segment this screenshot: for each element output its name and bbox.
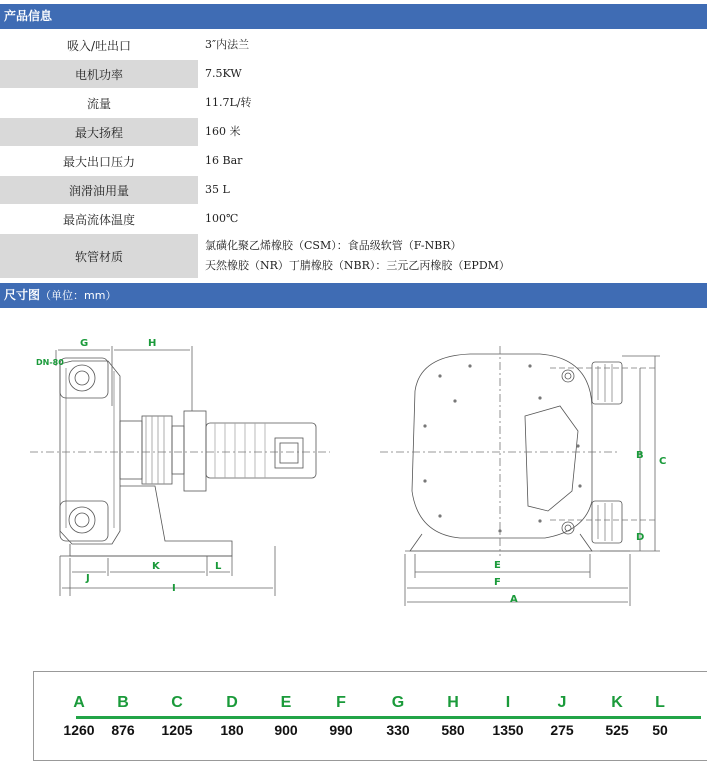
spec-value: 氯磺化聚乙烯橡胶（CSM）：食品级软管（F-NBR） 天然橡胶（NR）丁腈橡胶（NBR）：三元乙丙橡胶（EPDM） xyxy=(205,239,510,272)
dimension-letter: H xyxy=(447,694,459,711)
spec-row xyxy=(0,31,707,60)
spec-value: 100℃ xyxy=(205,212,239,225)
spec-value: 35 L xyxy=(205,183,230,196)
dn-label: DN-80 xyxy=(36,358,64,367)
spec-label: 吸入/吐出口 xyxy=(66,38,132,53)
dimension-title: 尺寸图 xyxy=(4,288,41,302)
dimension-value: 1205 xyxy=(161,722,193,738)
svg-text:B: B xyxy=(636,450,644,461)
dimension-letter: J xyxy=(557,694,567,711)
dimension-letter: E xyxy=(280,694,292,711)
spec-label: 最大出口压力 xyxy=(62,154,135,169)
dimension-letter: I xyxy=(505,694,511,711)
svg-text:F: F xyxy=(494,577,501,588)
spec-row xyxy=(0,118,707,147)
dimension-value: 525 xyxy=(605,722,629,738)
svg-text:E: E xyxy=(494,560,501,571)
dimension-letter: L xyxy=(655,694,665,711)
dimension-letter: G xyxy=(391,694,405,711)
spec-row xyxy=(0,89,707,118)
product-info-title: 产品信息 xyxy=(4,9,53,23)
dimension-value: 1350 xyxy=(492,722,524,738)
svg-text:C: C xyxy=(659,456,667,467)
pump-dimension-drawing xyxy=(0,306,707,656)
dimension-value: 180 xyxy=(220,722,244,738)
dimension-value: 900 xyxy=(274,722,298,738)
dimension-letter: C xyxy=(171,694,183,711)
svg-text:L: L xyxy=(215,561,222,572)
dimension-table xyxy=(33,671,707,761)
spec-row xyxy=(0,147,707,176)
svg-text:I: I xyxy=(172,583,176,594)
spec-row xyxy=(0,176,707,205)
dimension-letter: B xyxy=(117,694,129,711)
spec-value: 11.7L/转 xyxy=(205,96,252,109)
spec-value: 16 Bar xyxy=(205,154,243,167)
spec-label: 润滑油用量 xyxy=(0,176,198,204)
dimension-value: 50 xyxy=(652,722,668,738)
dimension-letter: A xyxy=(73,694,85,711)
svg-text:J: J xyxy=(86,573,90,584)
spec-label: 最大扬程 xyxy=(0,118,198,146)
spec-table xyxy=(0,31,707,279)
spec-value: 3″内法兰 xyxy=(205,38,250,51)
svg-text:A: A xyxy=(510,594,518,605)
svg-text:D: D xyxy=(636,532,645,543)
spec-label: 最高流体温度 xyxy=(62,212,135,227)
dimension-letter: K xyxy=(611,694,623,711)
svg-text:K: K xyxy=(152,561,160,572)
dimension-letter: D xyxy=(226,694,238,711)
dimension-value: 275 xyxy=(550,722,574,738)
dimension-header xyxy=(0,283,707,308)
spec-label: 流量 xyxy=(86,96,111,111)
dimension-value: 580 xyxy=(441,722,465,738)
spec-label: 软管材质 xyxy=(0,234,198,278)
dimension-letter: F xyxy=(336,694,346,711)
spec-value: 7.5KW xyxy=(205,67,242,80)
dimension-value: 330 xyxy=(386,722,410,738)
spec-value: 160 米 xyxy=(205,125,241,138)
dimension-value: 1260 xyxy=(63,722,95,738)
dimension-unit-note: （单位：mm） xyxy=(40,289,117,302)
svg-text:G: G xyxy=(80,338,89,349)
svg-text:H: H xyxy=(148,338,157,349)
dimension-divider xyxy=(76,716,701,719)
product-info-header xyxy=(0,4,707,29)
spec-row xyxy=(0,205,707,234)
spec-row xyxy=(0,234,707,279)
dimension-value: 876 xyxy=(111,722,135,738)
dimension-value: 990 xyxy=(329,722,353,738)
spec-row xyxy=(0,60,707,89)
spec-label: 电机功率 xyxy=(0,60,198,88)
